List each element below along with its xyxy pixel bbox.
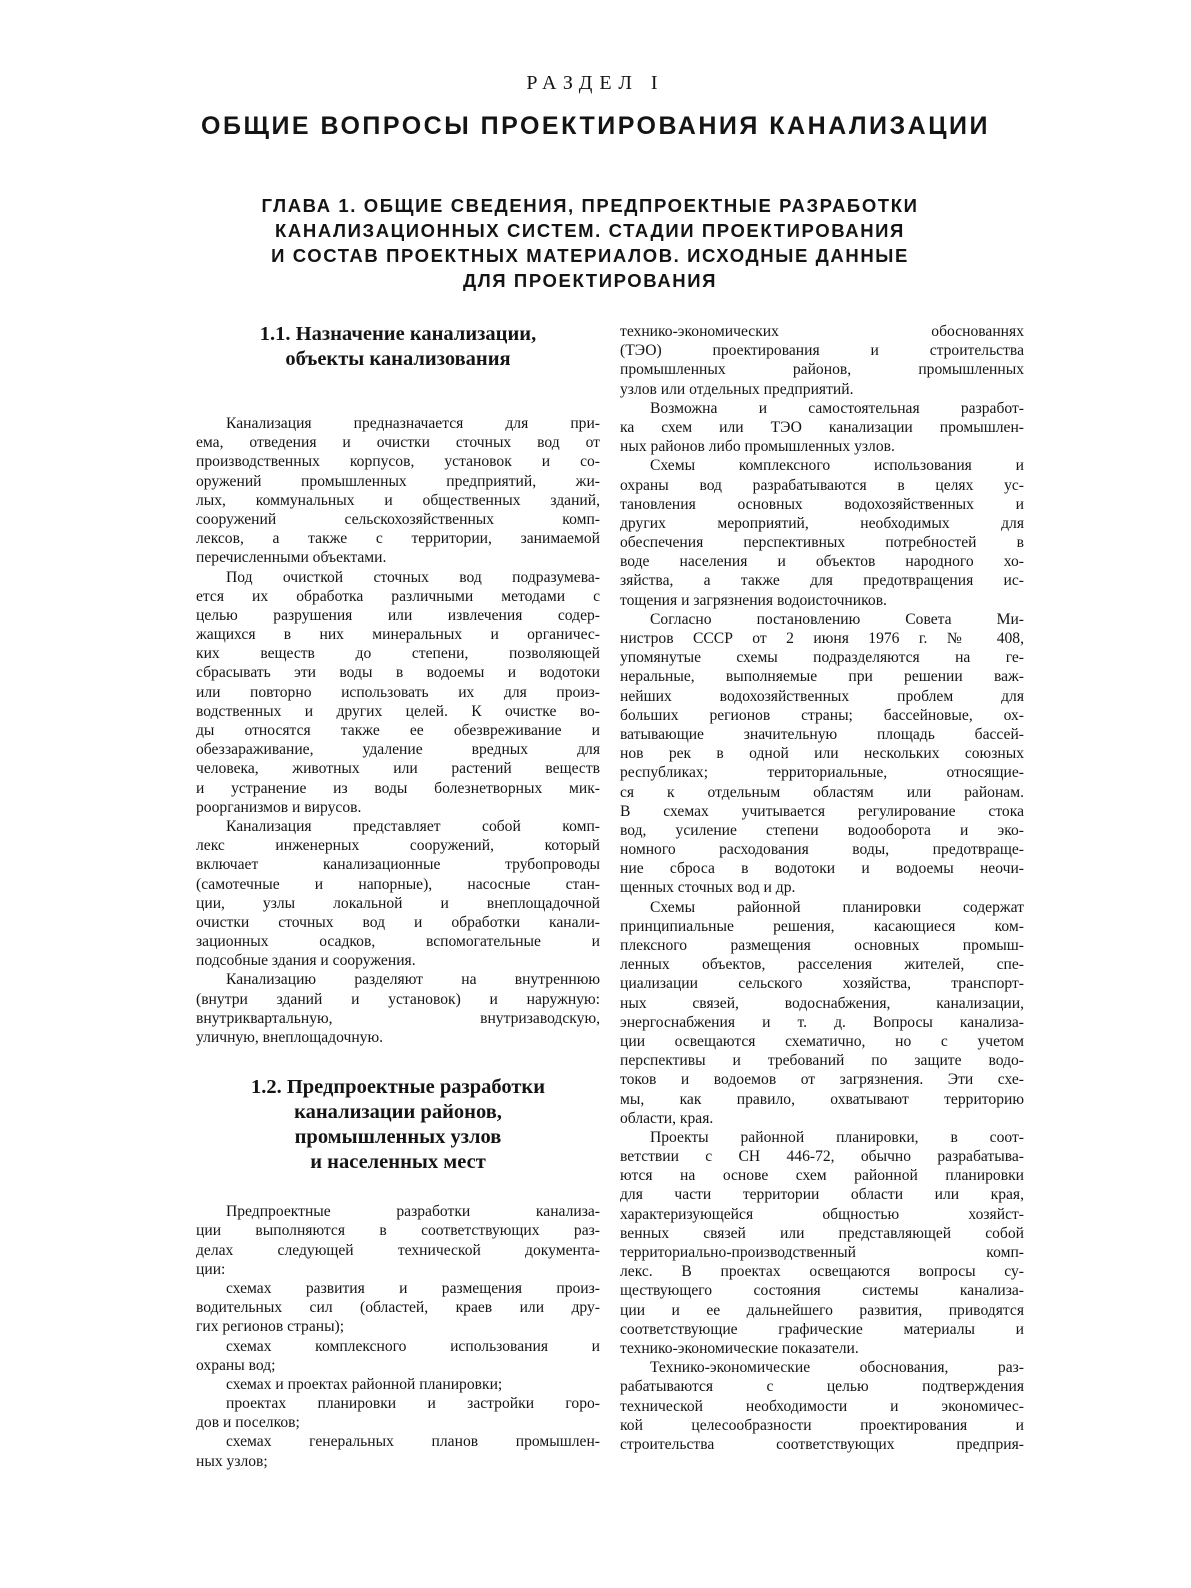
text-line: Канализация предназначается для при- [226,415,600,432]
text-line: лекс инженерных сооружений, который [196,837,600,855]
paragraph [196,970,600,1047]
text-line: других мероприятий, необходимых для [620,514,1024,532]
text-line: ких веществ до степени, позволяющей [196,645,600,663]
paragraph [196,1337,600,1375]
section-heading [196,1075,600,1175]
part-title: ОБЩИЕ ВОПРОСЫ ПРОЕКТИРОВАНИЯ КАНАЛИЗАЦИИ [201,112,990,140]
paragraph [620,399,1024,457]
text-line: В схемах учитывается регулирование стока [620,802,1024,820]
right-column [620,322,1024,1454]
text-line: венных связей или представляющей собой [620,1224,1024,1242]
text-line: ции, узлы локальной и внеплощадочной [196,894,600,912]
heading-line: канализации районов, [294,1101,502,1124]
text-line: технической необходимости и экономичес- [620,1397,1024,1415]
text-line: лексов, а также с территории, занимаемой [196,530,600,548]
text-line: Под очисткой сточных вод подразумева- [226,568,600,586]
text-line: области, края. [620,1109,714,1127]
text-line: плексного размещения основных промыш- [620,937,1024,954]
text-line: ется их обработка различными методами с [196,587,600,605]
text-line: Схемы комплексного использования и [650,457,1024,475]
text-line: ных связей, водоснабжения, канализации, [620,994,1024,1012]
heading-line: и населенных мест [310,1151,486,1174]
text-line: ды относятся также ее обезвреживание и [196,722,600,739]
text-line: ции освещаются схематично, но с учетом [620,1032,1024,1050]
text-line: рабатываются с целью подтверждения [620,1378,1024,1396]
heading-line: 1.2. Предпроектные разработки [250,1076,546,1099]
paragraph [620,1128,1024,1358]
text-line: щенных сточных вод и др. [620,879,796,897]
text-line: Согласно постановлению Совета Ми- [650,610,1024,628]
text-line: Проекты районной планировки, в соот- [650,1128,1024,1146]
text-line: ема, отведения и очистки сточных вод от [196,434,600,452]
text-line: Предпроектные разработки канализа- [226,1203,600,1221]
text-line: технико-экономических обоснованнях [620,323,1024,340]
text-line: вод, усиление степени водооборота и эко- [620,821,1024,839]
text-line: токов и водоемов от загрязнения. Эти схе- [620,1071,1024,1089]
text-line: охраны вод разрабатываются в целях ус- [620,476,1024,494]
heading-line: 1.1. Назначение канализации, [259,323,537,345]
text-line: обеззараживание, удаление вредных для [196,741,600,759]
text-line: и устранение из воды болезнетворных мик- [196,779,600,797]
text-line: тощения и загрязнения водоисточников. [620,591,887,609]
text-line: водственных и других целей. К очистке во- [196,702,600,720]
text-line: нов рек в одной или нескольких союзных [620,745,1024,763]
text-line: территориально-производственный комп- [620,1244,1024,1261]
text-line: схемах генеральных планов промышлен- [226,1433,600,1451]
text-line: включает канализационные трубопроводы [196,856,600,874]
text-line: ществующего состояния системы канализа- [620,1282,1024,1300]
text-line: характеризующейся общностью хозяйст- [620,1205,1024,1223]
text-line: делах следующей технической документа- [196,1241,600,1259]
text-line: человека, животных или растений веществ [196,760,600,778]
paragraph [196,1202,600,1279]
text-line: Канализация представляет собой комп- [226,817,600,835]
text-line: оружений промышленных предприятий, жи- [196,472,600,490]
text-line: номного расходования воды, предотвраще- [620,841,1024,859]
left-column [196,322,600,1471]
text-line: подсобные здания и сооружения. [196,952,416,970]
paragraph [196,568,600,817]
text-line: обеспечения перспективных потребностей в [620,534,1024,552]
text-line: схемах комплексного использования и [226,1337,600,1355]
text-line: технико-экономические показатели. [620,1339,859,1357]
text-line: сооружений сельскохозяйственных комп- [196,510,600,528]
text-line: схемах и проектах районной планировки; [226,1375,503,1393]
text-line: ции: [196,1260,226,1278]
text-line: зяйства, а также для предотвращения ис- [620,572,1024,590]
text-line: зационных осадков, вспомогательные и [196,933,600,951]
paragraph [196,817,600,971]
paragraph [620,1358,1024,1454]
text-line: внутриквартальную, внутризаводскую, [196,1009,600,1027]
text-line: уличную, внеплощадочную. [196,1029,384,1046]
text-line: перспективы и требований по защите водо- [620,1052,1024,1070]
text-line: ся к отдельным областям или районам. [620,783,1024,801]
text-line: принципиальные решения, касающиеся ком- [620,917,1024,935]
section-heading [196,322,600,372]
text-line: соответствующие графические материалы и [620,1320,1024,1338]
text-line: водительных сил (областей, краев или дру- [196,1299,600,1317]
text-line: республиках; территориальные, относящие- [620,764,1024,782]
paragraph [620,322,1024,399]
chapter-title-line: ГЛАВА 1. ОБЩИЕ СВЕДЕНИЯ, ПРЕДПРОЕКТНЫЕ РАЗРАБОТКИ [261,195,919,216]
text-line: (внутри зданий и установок) и наружную: [196,990,600,1008]
text-line: упомянутые схемы подразделяются на ге- [620,649,1024,667]
text-line: (ТЭО) проектирования и строительства [620,342,1024,360]
paragraph [196,1432,600,1470]
paragraph [620,898,1024,1128]
text-line: Канализацию разделяют на внутреннюю [226,971,600,989]
chapter-title-line: ДЛЯ ПРОЕКТИРОВАНИЯ [462,270,718,291]
text-line: гих регионов страны); [196,1318,345,1336]
text-line: неральные, выполняемые при решении важ- [620,668,1024,686]
text-line: тановления основных водохозяйственных и [620,495,1024,513]
text-line: жащихся в них минеральных и органичес- [196,626,600,644]
paragraph [620,610,1024,898]
text-line: целью разрушения или извлечения содер- [196,606,600,624]
text-line: Схемы районной планировки содержат [650,898,1024,916]
paragraph [196,1394,600,1432]
text-line: проектах планировки и застройки горо- [226,1395,600,1413]
text-line: дов и поселков; [196,1414,300,1432]
paragraph [196,1375,600,1394]
text-line: воде населения и объектов народного хо- [620,553,1024,571]
text-line: очистки сточных вод и обработки канали- [196,913,600,931]
heading-line: объекты канализования [285,348,511,370]
chapter-title-line: И СОСТАВ ПРОЕКТНЫХ МАТЕРИАЛОВ. ИСХОДНЫЕ ДАННЫЕ [271,245,909,266]
text-line: ных узлов; [196,1452,268,1470]
text-line: перечисленными объектами. [196,549,387,567]
text-line: производственных корпусов, установок и со- [196,453,600,471]
text-line: нейших водохозяйственных проблем для [620,687,1024,705]
text-line: ватывающие значительную площадь бассей- [620,725,1024,743]
heading-line: промышленных узлов [294,1126,502,1149]
text-line: охраны вод; [196,1356,276,1374]
text-line: ются на основе схем районной планировки [620,1167,1024,1185]
text-line: сбрасывать эти воды в водоемы и водотоки [196,664,600,682]
text-line: энергоснабжения и т. д. Вопросы канализа- [620,1013,1024,1031]
text-line: роорганизмов и вирусов. [196,798,362,816]
paragraph [196,414,600,568]
text-line: ние сброса в водотоки и водоемы неочи- [620,860,1024,878]
text-line: ных районов либо промышленных узлов. [620,438,895,456]
text-line: ка схем или ТЭО канализации промышлен- [620,418,1024,436]
text-line: нистров СССР от 2 июня 1976 г. № 408, [620,630,1024,647]
text-line: для части территории области или края, [620,1186,1024,1204]
text-line: Возможна и самостоятельная разработ- [650,399,1024,417]
text-line: циализации сельского хозяйства, транспорт- [620,975,1024,993]
text-line: ции выполняются в соответствующих раз- [196,1222,600,1240]
text-line: ленных объектов, расселения жителей, спе- [620,956,1024,974]
text-line: схемах развития и размещения произ- [226,1279,600,1297]
text-line: Технико-экономические обоснования, раз- [650,1359,1024,1377]
chapter-title-line: КАНАЛИЗАЦИОННЫХ СИСТЕМ. СТАДИИ ПРОЕКТИРОВАНИЯ [275,220,905,241]
text-line: мы, как правило, охватывают территорию [620,1090,1024,1108]
text-line: (самотечные и напорные), насосные стан- [196,875,600,893]
text-line: или повторно использовать их для произ- [196,683,600,701]
text-line: ветствии с СН 446-72, обычно разрабатыва- [620,1148,1024,1166]
text-line: промышленных районов, промышленных [620,361,1024,379]
text-line: лекс. В проектах освещаются вопросы су- [620,1263,1024,1281]
section-label: РАЗДЕЛ I [526,72,665,94]
text-line: больших регионов страны; бассейновые, ох- [620,706,1024,724]
paragraph [196,1279,600,1337]
chapter-title [180,193,1000,293]
text-line: кой целесообразности проектирования и [620,1416,1024,1434]
text-line: ции и ее дальнейшего развития, приводятся [620,1301,1024,1319]
text-line: узлов или отдельных предприятий. [620,380,854,398]
paragraph [620,456,1024,610]
text-line: строительства соответствующих предприя- [620,1435,1024,1453]
text-line: лых, коммунальных и общественных зданий, [196,491,600,509]
